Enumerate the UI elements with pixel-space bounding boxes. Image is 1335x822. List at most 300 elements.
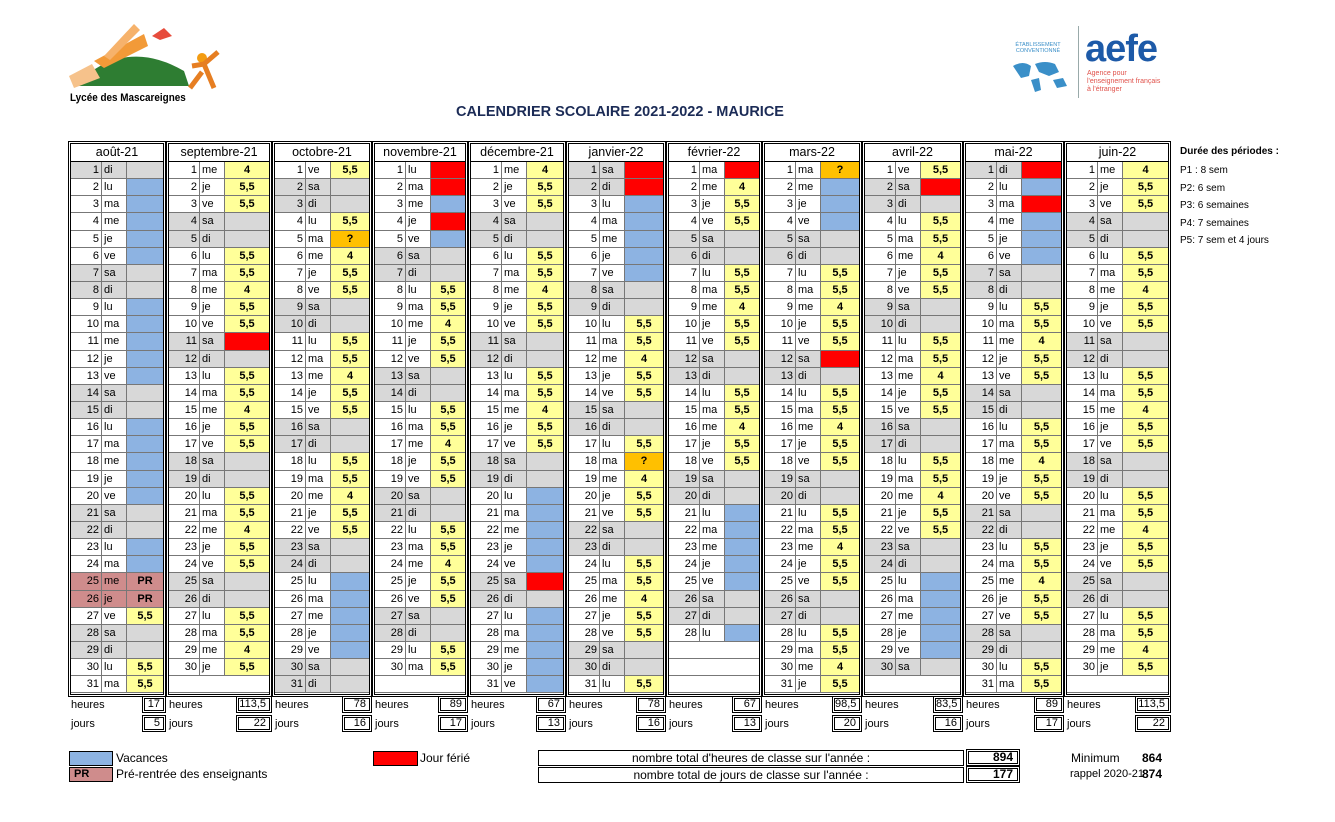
calendar-day-row [966, 642, 1061, 659]
calendar-day-row [865, 522, 960, 539]
calendar-day-row [865, 591, 960, 608]
period-item: P4: 7 semaines [1180, 217, 1249, 229]
day-number: 3 [492, 198, 499, 211]
day-of-week: lu [699, 265, 724, 281]
day-number: 10 [780, 318, 793, 331]
month-totals [862, 697, 963, 737]
day-number: 24 [486, 558, 499, 571]
day-of-week: ma [699, 162, 724, 178]
day-number: 31 [275, 676, 305, 692]
day-number: 6 [886, 249, 893, 262]
month-hours-total: 17 [142, 696, 166, 713]
day-of-week: me [599, 591, 624, 607]
day-hours [526, 573, 563, 589]
day-hours: 5,5 [1021, 351, 1061, 367]
day-hours: 5,5 [330, 505, 369, 521]
school-logo [64, 16, 222, 108]
calendar-day-row [966, 385, 1061, 402]
day-hours [1021, 625, 1061, 641]
aefe-brand: aefe [1085, 28, 1158, 70]
day-number: 15 [1082, 403, 1095, 416]
day-of-week: me [101, 573, 126, 589]
day-of-week: lu [599, 436, 624, 452]
calendar-day-row [375, 265, 465, 282]
month-hours-total: 67 [732, 696, 762, 713]
day-of-week: ma [199, 625, 224, 641]
day-hours [624, 231, 663, 247]
day-number: 2 [786, 181, 793, 194]
day-of-week: ve [199, 556, 224, 572]
day-hours [430, 265, 465, 281]
day-hours: 5,5 [624, 368, 663, 384]
day-number: 16 [86, 421, 99, 434]
calendar-day-row [1067, 539, 1168, 556]
day-number: 13 [669, 368, 699, 384]
day-number: 20 [486, 489, 499, 502]
day-of-week: sa [101, 625, 126, 641]
day-of-week: di [699, 248, 724, 264]
day-of-week: ve [1097, 436, 1122, 452]
calendar-day-row [1067, 522, 1168, 539]
day-hours: 5,5 [624, 573, 663, 589]
day-number: 1 [396, 164, 403, 176]
day-of-week: me [305, 248, 330, 264]
day-number: 30 [86, 661, 99, 674]
calendar-day-row [471, 179, 563, 196]
calendar-day-row [966, 436, 1061, 453]
month-5 [566, 141, 666, 697]
day-number: 11 [471, 333, 501, 349]
day-number: 11 [585, 335, 597, 348]
calendar-day-row [471, 573, 563, 590]
day-number: 26 [390, 592, 403, 605]
day-hours [126, 196, 163, 212]
day-of-week: di [101, 642, 126, 658]
calendar-day-row [865, 402, 960, 419]
day-hours: 5,5 [820, 385, 859, 401]
day-hours: 5,5 [1021, 368, 1061, 384]
day-hours [624, 522, 663, 538]
calendar-day-row [669, 505, 759, 522]
month-header: mai-22 [966, 144, 1061, 162]
day-number: 6 [987, 249, 994, 262]
calendar-day-row [865, 213, 960, 230]
day-of-week: ma [405, 539, 430, 555]
day-of-week: ve [895, 282, 920, 298]
day-hours: 4 [330, 488, 369, 504]
day-hours [1122, 453, 1168, 469]
calendar-day-row [1067, 368, 1168, 385]
day-of-week: je [699, 316, 724, 332]
day-of-week: je [501, 539, 526, 555]
day-hours [126, 522, 163, 538]
day-of-week: je [501, 299, 526, 315]
day-hours [820, 179, 859, 195]
day-number: 29 [966, 642, 996, 658]
day-of-week: lu [996, 179, 1021, 195]
calendar-day-row [865, 625, 960, 642]
calendar-day-row [966, 488, 1061, 505]
calendar-day-row [569, 351, 663, 368]
calendar-day-row [471, 282, 563, 299]
day-hours: 5,5 [1021, 316, 1061, 332]
calendar-day-row [71, 539, 163, 556]
day-of-week: lu [501, 248, 526, 264]
calendar-day-row [169, 162, 269, 179]
day-number: 12 [765, 351, 795, 367]
calendar-day-row [275, 573, 369, 590]
aefe-tagline: Agence pour l'enseignement français à l'étranger [1087, 70, 1161, 93]
day-of-week: je [305, 385, 330, 401]
calendar-day-row [71, 282, 163, 299]
day-hours: 5,5 [920, 333, 960, 349]
day-of-week: lu [501, 368, 526, 384]
day-hours [1122, 351, 1168, 367]
day-hours [820, 231, 859, 247]
day-number: 14 [375, 385, 405, 401]
calendar-day-row [569, 625, 663, 642]
day-hours: 5,5 [430, 351, 465, 367]
calendar-day-row [1067, 505, 1168, 522]
day-hours [1021, 642, 1061, 658]
day-hours [1021, 213, 1061, 229]
day-hours: 5,5 [224, 196, 269, 212]
day-of-week: ma [305, 471, 330, 487]
month-3 [372, 141, 468, 697]
day-number: 20 [375, 488, 405, 504]
day-number: 20 [880, 489, 893, 502]
month-header: juin-22 [1067, 144, 1168, 162]
calendar-day-row [765, 419, 859, 436]
day-number: 27 [880, 609, 893, 622]
day-number: 1 [71, 162, 101, 178]
day-of-week: me [1097, 402, 1122, 418]
day-of-week: me [795, 179, 820, 195]
day-hours: 5,5 [526, 316, 563, 332]
day-number: 2 [275, 179, 305, 195]
day-hours: 5,5 [526, 196, 563, 212]
day-of-week: je [699, 196, 724, 212]
day-hours: 5,5 [624, 676, 663, 692]
month-0 [68, 141, 166, 697]
calendar-day-row [275, 625, 369, 642]
calendar-day-row [169, 248, 269, 265]
day-number: 20 [290, 489, 303, 502]
day-number: 10 [486, 318, 499, 331]
day-hours [126, 505, 163, 521]
day-of-week: sa [199, 453, 224, 469]
day-hours: 5,5 [430, 659, 465, 675]
day-of-week: ma [996, 436, 1021, 452]
day-number: 1 [886, 164, 893, 176]
calendar-day-row [966, 402, 1061, 419]
day-hours: 4 [224, 522, 269, 538]
day-number: 1 [690, 164, 697, 176]
calendar-day-row [865, 248, 960, 265]
day-number: 25 [290, 575, 303, 588]
calendar-day-row [169, 539, 269, 556]
day-hours: 4 [920, 248, 960, 264]
day-hours: 5,5 [1122, 299, 1168, 315]
calendar-day-row [765, 196, 859, 213]
calendar-day-row [471, 196, 563, 213]
day-hours: 5,5 [526, 248, 563, 264]
legend-swatch-vacances [69, 751, 113, 766]
calendar-day-row [765, 556, 859, 573]
day-of-week: sa [699, 471, 724, 487]
day-number: 26 [981, 592, 994, 605]
day-hours [126, 419, 163, 435]
calendar-day-row [1067, 642, 1168, 659]
day-hours: 5,5 [1021, 436, 1061, 452]
calendar-day-row [169, 299, 269, 316]
month-hours-total: 89 [1034, 696, 1064, 713]
calendar-day-row [375, 522, 465, 539]
day-number: 31 [780, 678, 793, 691]
calendar-day-row [275, 436, 369, 453]
day-number: 17 [390, 438, 403, 451]
day-of-week: lu [699, 385, 724, 401]
day-number: 17 [275, 436, 305, 452]
day-of-week: ve [199, 436, 224, 452]
day-number: 13 [86, 369, 99, 382]
calendar-day-row [471, 453, 563, 470]
day-number: 7 [190, 266, 197, 279]
day-of-week: me [501, 162, 526, 178]
day-of-week: ve [699, 333, 724, 349]
day-number: 28 [584, 626, 597, 639]
day-number: 19 [86, 472, 99, 485]
calendar-day-row [966, 299, 1061, 316]
day-of-week: sa [1097, 213, 1122, 229]
calendar-day-row [1067, 385, 1168, 402]
total-hours-label: nombre total d'heures de classe sur l'année : [538, 750, 964, 766]
day-hours [430, 505, 465, 521]
hours-label: heures [71, 699, 105, 711]
day-hours: 5,5 [820, 505, 859, 521]
days-label: jours [765, 718, 789, 730]
calendar-day-row [169, 608, 269, 625]
calendar-day-row [169, 471, 269, 488]
day-hours: 5,5 [526, 179, 563, 195]
day-hours: 5,5 [224, 488, 269, 504]
day-number: 22 [390, 523, 403, 536]
calendar-day-row [569, 659, 663, 676]
calendar-day-row [169, 282, 269, 299]
day-of-week: lu [795, 625, 820, 641]
day-of-week: je [1097, 179, 1122, 195]
day-number: 13 [765, 368, 795, 384]
day-of-week: me [405, 316, 430, 332]
calendar-day-row [765, 591, 859, 608]
day-of-week: ve [895, 162, 920, 178]
day-hours [624, 659, 663, 675]
day-number: 11 [87, 335, 99, 348]
month-days-total: 16 [636, 715, 666, 732]
day-hours: 4 [1122, 642, 1168, 658]
day-number: 4 [690, 215, 697, 228]
day-hours [920, 556, 960, 572]
day-hours [724, 248, 759, 264]
day-hours: 5,5 [920, 402, 960, 418]
day-hours: 4 [526, 402, 563, 418]
day-hours: 5,5 [624, 333, 663, 349]
day-hours [724, 368, 759, 384]
calendar-day-row [471, 402, 563, 419]
hours-label: heures [966, 699, 1000, 711]
calendar-day-row [275, 522, 369, 539]
calendar-day-row [765, 265, 859, 282]
day-of-week: je [305, 265, 330, 281]
day-hours: 5,5 [526, 385, 563, 401]
day-of-week: lu [101, 419, 126, 435]
day-number: 4 [169, 213, 199, 229]
calendar-day-row [471, 539, 563, 556]
day-of-week: ma [1097, 385, 1122, 401]
calendar-day-row [1067, 436, 1168, 453]
calendar-day-row [71, 333, 163, 350]
day-number: 27 [290, 609, 303, 622]
day-of-week: me [101, 453, 126, 469]
day-hours [526, 625, 563, 641]
day-number: 9 [1088, 301, 1095, 314]
day-hours [526, 591, 563, 607]
day-of-week: ma [101, 436, 126, 452]
calendar-day-row [169, 488, 269, 505]
day-number: 6 [492, 249, 499, 262]
day-hours: 5,5 [330, 385, 369, 401]
day-of-week: di [795, 488, 820, 504]
day-number: 3 [865, 196, 895, 212]
day-of-week: me [1097, 282, 1122, 298]
day-of-week: je [101, 471, 126, 487]
day-of-week: je [305, 625, 330, 641]
calendar-day-row [669, 453, 759, 470]
day-hours: 5,5 [724, 282, 759, 298]
day-hours [820, 368, 859, 384]
day-hours: 4 [724, 179, 759, 195]
day-hours [126, 299, 163, 315]
month-2 [272, 141, 372, 697]
calendar-day-row [471, 471, 563, 488]
calendar-day-row [375, 213, 465, 230]
calendar-day-row [275, 282, 369, 299]
calendar-day-row [71, 351, 163, 368]
calendar-day-row [71, 179, 163, 196]
day-of-week: je [501, 179, 526, 195]
calendar-day-row [471, 368, 563, 385]
day-hours [1021, 522, 1061, 538]
day-of-week: ma [599, 573, 624, 589]
day-number: 17 [584, 438, 597, 451]
day-number: 6 [296, 249, 303, 262]
day-number: 24 [1082, 558, 1095, 571]
day-of-week: je [599, 488, 624, 504]
day-hours: 4 [1122, 522, 1168, 538]
day-of-week: ma [405, 299, 430, 315]
month-header: août-21 [71, 144, 163, 162]
day-of-week: di [996, 282, 1021, 298]
day-of-week: je [405, 573, 430, 589]
calendar-day-row [71, 316, 163, 333]
day-hours: 5,5 [820, 333, 859, 349]
calendar-day-row [71, 265, 163, 282]
day-number: 16 [684, 421, 697, 434]
day-number: 15 [184, 403, 197, 416]
month-days-total: 17 [438, 715, 468, 732]
day-hours [330, 419, 369, 435]
month-1 [166, 141, 272, 697]
day-number: 12 [880, 352, 893, 365]
day-hours: 5,5 [724, 265, 759, 281]
calendar-day-row [669, 316, 759, 333]
day-number: 5 [886, 232, 893, 245]
day-number: 2 [987, 181, 994, 194]
day-number: 10 [584, 318, 597, 331]
day-number: 3 [690, 198, 697, 211]
day-hours: 5,5 [224, 419, 269, 435]
day-number: 17 [184, 438, 197, 451]
day-of-week: lu [501, 488, 526, 504]
calendar-day-row [275, 162, 369, 179]
day-of-week: lu [699, 505, 724, 521]
day-of-week: ve [895, 402, 920, 418]
day-hours: 5,5 [526, 436, 563, 452]
day-number: 30 [275, 659, 305, 675]
day-number: 3 [396, 198, 403, 211]
day-number: 9 [987, 301, 994, 314]
day-of-week: ve [996, 248, 1021, 264]
day-hours [920, 642, 960, 658]
day-hours: 5,5 [724, 453, 759, 469]
day-number: 4 [92, 215, 99, 228]
day-of-week: ma [199, 385, 224, 401]
calendar-day-row [1067, 608, 1168, 625]
day-of-week: me [501, 402, 526, 418]
day-number: 15 [569, 402, 599, 418]
calendar-day-row [375, 368, 465, 385]
day-hours [224, 333, 269, 349]
day-number: 7 [786, 266, 793, 279]
day-number: 19 [880, 472, 893, 485]
calendar-day-row [71, 608, 163, 625]
day-hours: 5,5 [724, 316, 759, 332]
month-days-total: 16 [342, 715, 372, 732]
day-number: 27 [486, 609, 499, 622]
day-hours: 5,5 [224, 505, 269, 521]
day-number: 25 [390, 575, 403, 588]
day-hours: 4 [1122, 282, 1168, 298]
days-label: jours [169, 718, 193, 730]
day-hours: 5,5 [920, 453, 960, 469]
day-hours [224, 573, 269, 589]
day-of-week: di [501, 351, 526, 367]
calendar-day-row [471, 333, 563, 350]
day-hours [624, 299, 663, 315]
day-hours [724, 591, 759, 607]
empty-row [669, 676, 759, 693]
day-number: 1 [190, 164, 197, 176]
day-hours [724, 162, 759, 178]
calendar-day-row [669, 539, 759, 556]
month-days-total: 17 [1034, 715, 1064, 732]
day-number: 29 [71, 642, 101, 658]
day-of-week: di [599, 659, 624, 675]
day-hours: 4 [1021, 333, 1061, 349]
day-of-week: sa [405, 368, 430, 384]
calendar-day-row [765, 385, 859, 402]
day-number: 1 [569, 162, 599, 178]
